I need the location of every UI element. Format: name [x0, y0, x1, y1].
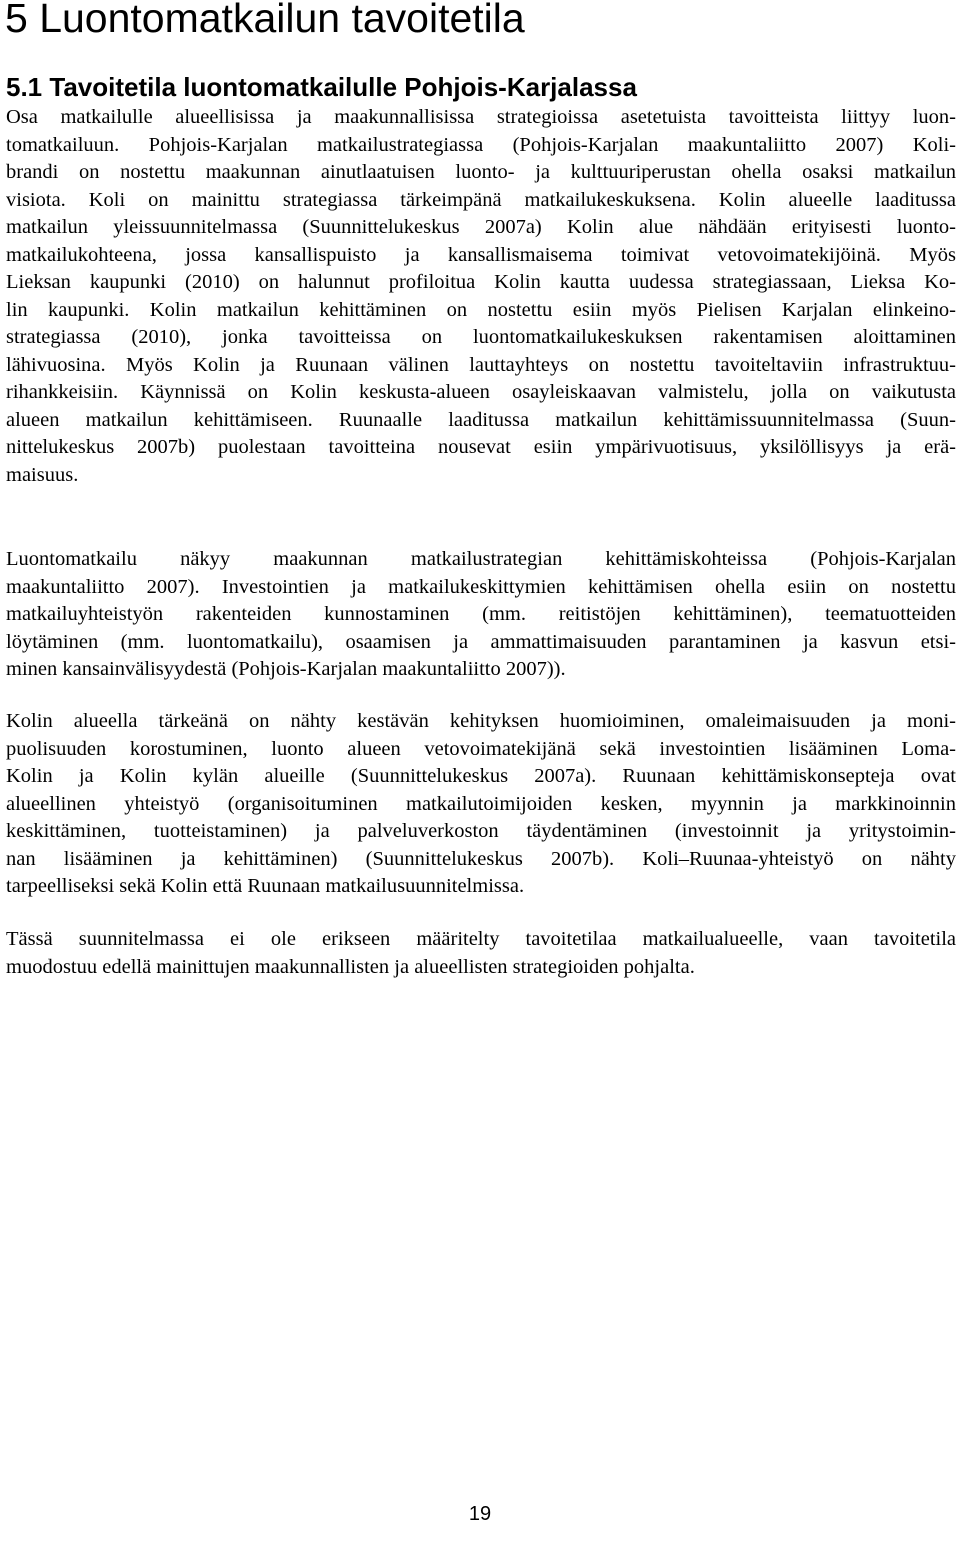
text-line: Lieksan kaupunki (2010) on halunnut profiloitua Kolin kautta uudessa strategiassaan, Lieksa Ko- — [6, 271, 956, 293]
text-line: brandi on nostettu maakunnan ainutlaatuisen luonto- ja kulttuuriperustan ohella osaksi matkailun — [6, 161, 956, 183]
paragraph-1 — [6, 104, 956, 489]
paragraph-3 — [6, 708, 956, 901]
text-line: strategiassa (2010), jonka tavoitteissa on luontomatkailukeskuksen rakentamisen aloittaminen — [6, 326, 956, 348]
text-line: matkailuyhteistyön rakenteiden kunnostaminen (mm. reitistöjen kehittäminen), teematuotteiden — [6, 603, 956, 625]
text-line: muodostuu edellä mainittujen maakunnallisten ja alueellisten strategioiden pohjalta. — [6, 955, 695, 978]
text-line: minen kansainvälisyydestä (Pohjois-Karjalan maakuntaliitto 2007)). — [6, 658, 566, 680]
page-number: 19 — [468, 1503, 492, 1525]
text-line: lähivuosina. Myös Kolin ja Ruunaan välinen lauttayhteys on nostettu tavoiteltaviin infrastruktuu- — [6, 353, 956, 376]
text-line: visiota. Koli on mainittu strategiassa tärkeimpänä matkailukeskuksena. Kolin alueelle laaditussa — [6, 188, 956, 211]
text-line: tomatkailuun. Pohjois-Karjalan matkailustrategiassa (Pohjois-Karjalan maakuntaliitto 2007) Koli- — [6, 133, 956, 156]
text-line: löytäminen (mm. luontomatkailu), osaamisen ja ammattimaisuuden parantaminen ja kasvun etsi- — [6, 630, 956, 653]
section-title: 5.1 Tavoitetila luontomatkailulle Pohjois-Karjalassa — [6, 72, 637, 102]
text-line: Kolin ja Kolin kylän alueille (Suunnittelukeskus 2007a). Ruunaan kehittämiskonsepteja ovat — [6, 765, 956, 787]
text-line: matkailun yleissuunnitelmassa (Suunnittelukeskus 2007a) Kolin alue nähdään erityisesti luonto- — [6, 216, 956, 238]
text-line: puolisuuden korostuminen, luonto alueen vetovoimatekijänä sekä investointien lisääminen Loma- — [6, 737, 956, 760]
text-line: keskittäminen, tuotteistaminen) ja palveluverkoston täydentäminen (investoinnit ja yritystoimin- — [6, 820, 956, 842]
text-line: rihankkeisiin. Käynnissä on Kolin keskusta-alueen osayleiskaavan valmistelu, jolla on vaikutusta — [6, 381, 956, 403]
paragraph-4 — [6, 926, 956, 981]
paragraph-2 — [6, 546, 956, 684]
text-line: tarpeelliseksi sekä Kolin että Ruunaan matkailusuunnitelmissa. — [6, 875, 525, 897]
text-line: matkailukohteena, jossa kansallispuisto ja kansallismaisema toimivat vetovoimatekijöinä. Myös — [6, 243, 956, 266]
text-line: maisuus. — [6, 463, 79, 486]
text-line: nittelukeskus 2007b) puolestaan tavoitteina nousevat esiin ympärivuotisuus, yksilöllisyys ja erä- — [6, 436, 956, 458]
text-line: alueen matkailun kehittämiseen. Ruunaalle laaditussa matkailun kehittämissuunnitelmassa (Suun- — [6, 408, 956, 431]
chapter-title: 5 Luontomatkailun tavoitetila — [5, 0, 525, 41]
text-line: Luontomatkailu näkyy maakunnan matkailustrategian kehittämiskohteissa (Pohjois-Karjalan — [6, 548, 956, 570]
text-line: nan lisääminen ja kehittäminen) (Suunnittelukeskus 2007b). Koli–Ruunaa-yhteistyö on nähty — [6, 847, 956, 870]
text-line: Kolin alueella tärkeänä on nähty kestävän kehityksen huomioiminen, omaleimaisuuden ja moni- — [6, 710, 956, 732]
text-line: lin kaupunki. Kolin matkailun kehittäminen on nostettu esiin myös Pielisen Karjalan elinkeino- — [6, 298, 956, 321]
text-line: alueellinen yhteistyö (organisoituminen matkailutoimijoiden kesken, myynnin ja markkinoinnin — [6, 792, 956, 815]
text-line: Osa matkailulle alueellisissa ja maakunnallisissa strategioissa asetetuista tavoitteista liittyy luon- — [6, 106, 956, 128]
text-line: Tässä suunnitelmassa ei ole erikseen määritelty tavoitetilaa matkailualueelle, vaan tavoitetila — [6, 928, 956, 950]
text-line: maakuntaliitto 2007). Investointien ja matkailukeskittymien kehittämisen ohella esiin on nostettu — [6, 575, 956, 598]
